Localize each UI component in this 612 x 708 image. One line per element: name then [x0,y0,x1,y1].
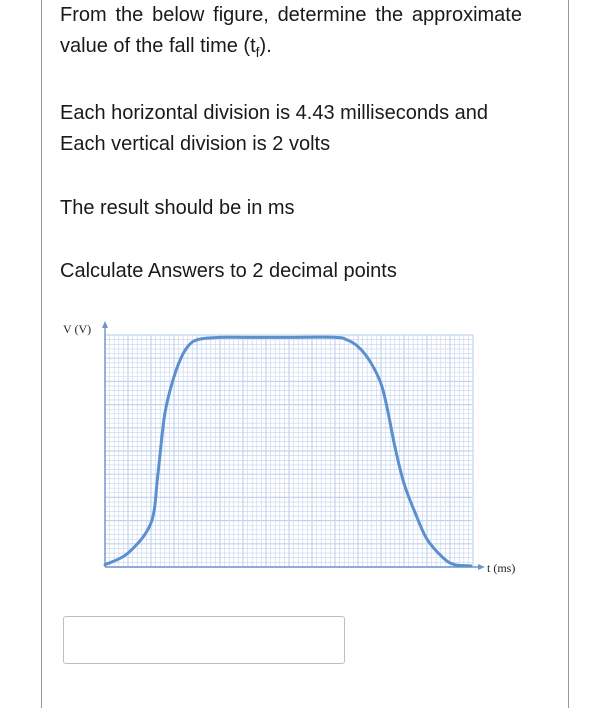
waveform-chart [55,318,525,588]
x-axis-arrow [478,564,485,570]
question-text: From the below figure, determine the approximate value of the fall time $(t_f)$. [60,4,522,60]
y-axis-arrow [102,321,108,328]
y-axis-label: V (V) [63,322,92,336]
fall-time-subscript: f [255,44,260,60]
unit-note: The result should be in ms [60,197,295,219]
division-info: Each horizontal division is 4.43 milliseconds and Each vertical division is 2 volts [60,102,489,155]
x-axis-label: t (ms) [487,561,516,575]
answer-input[interactable] [63,616,345,664]
precision-note: Calculate Answers to 2 decimal points [60,260,397,282]
